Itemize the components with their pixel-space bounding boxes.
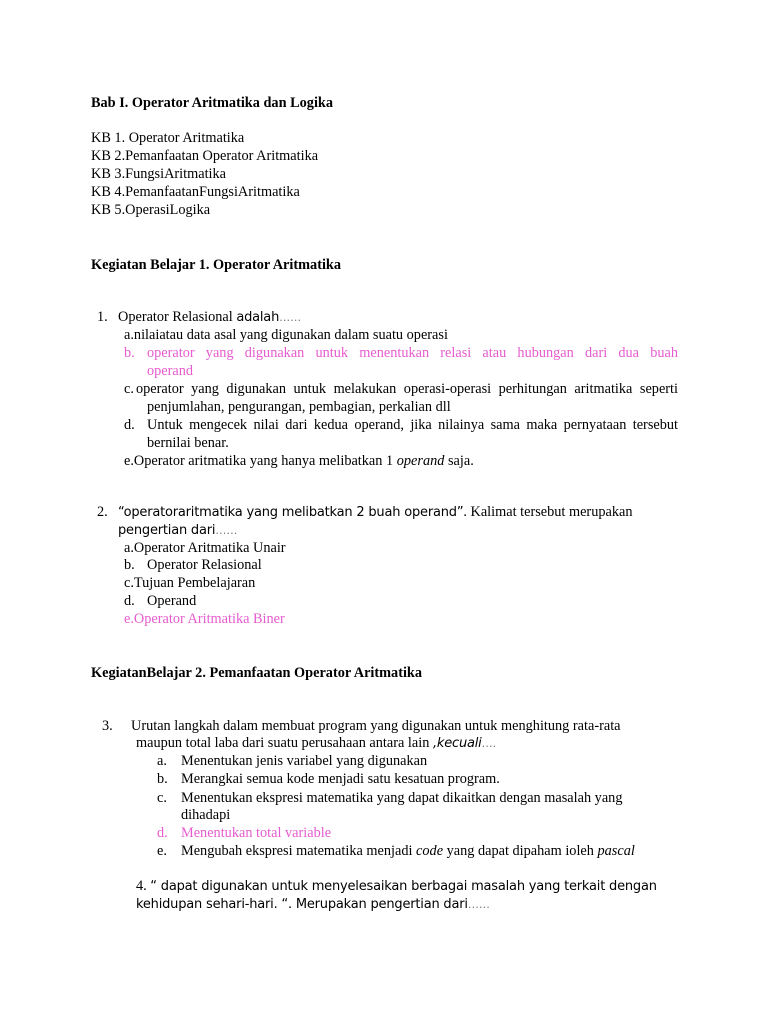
question-1-option-a: a.nilaiatau data asal yang digunakan dalam suatu operasi	[124, 327, 448, 343]
question-1-number: 1.	[97, 309, 108, 325]
section-heading-2: KegiatanBelajar 2. Pemanfaatan Operator Aritmatika	[91, 665, 423, 681]
question-3-option-c-line1: Menentukan ekspresi matematika yang dapat dikaitkan dengan masalah yang	[181, 790, 623, 806]
question-1-option-c-marker: c.	[124, 381, 134, 397]
question-2-option-d: Operand	[147, 593, 197, 609]
question-1-option-b-line2: operand	[147, 363, 194, 379]
question-3-option-a: Menentukan jenis variabel yang digunakan	[181, 753, 428, 769]
question-4-text-line1: 4. “ dapat digunakan untuk menyelesaikan berbagai masalah yang terkait dengan	[136, 878, 657, 894]
question-4-text-line2: kehidupan sehari-hari. “. Merupakan pengertian dari……	[136, 897, 490, 912]
question-3-option-e: Mengubah ekspresi matematika menjadi code yang dapat dipaham ioleh pascal	[181, 843, 635, 859]
question-2-text-line1: “operatoraritmatika yang melibatkan 2 buah operand”. Kalimat tersebut merupakan	[118, 504, 633, 520]
question-1-option-d-marker: d.	[124, 417, 135, 433]
question-1-option-b-line1: operator yang digunakan untuk menentukan relasi atau hubungan dari dua buah	[147, 345, 678, 361]
question-2-option-b: Operator Relasional	[147, 557, 262, 573]
question-3-option-a-marker: a.	[157, 753, 167, 769]
outline-item: KB 4.PemanfaatanFungsiAritmatika	[91, 184, 300, 200]
chapter-title: Bab I. Operator Aritmatika dan Logika	[91, 95, 334, 111]
question-3-option-d-marker: d.	[157, 825, 168, 841]
question-1-option-d-line1: Untuk mengecek nilai dari kedua operand, jika nilainya sama maka pernyataan tersebut	[147, 417, 678, 433]
question-1-option-b-marker: b.	[124, 345, 135, 361]
question-3-option-c-line2: dihadapi	[181, 807, 231, 823]
question-3-option-d: Menentukan total variable	[181, 825, 332, 841]
chapter-outline	[91, 129, 318, 219]
question-3-option-e-marker: e.	[157, 843, 167, 859]
question-1-option-d-line2: bernilai benar.	[147, 435, 229, 451]
question-1-text: Operator Relasional adalah……	[118, 309, 302, 325]
question-3-text-line2: maupun total laba dari suatu perusahaan antara lain ,kecuali….	[136, 735, 497, 751]
outline-item: KB 2.Pemanfaatan Operator Aritmatika	[91, 148, 319, 164]
outline-item: KB 5.OperasiLogika	[91, 202, 211, 218]
question-2-option-d-marker: d.	[124, 593, 135, 609]
section-heading-1: Kegiatan Belajar 1. Operator Aritmatika	[91, 257, 342, 273]
question-2-option-c: c.Tujuan Pembelajaran	[124, 575, 256, 591]
question-1-option-e: e.Operator aritmatika yang hanya melibatkan 1 operand saja.	[124, 453, 474, 469]
question-2-number: 2.	[97, 504, 108, 520]
question-3-option-b-marker: b.	[157, 771, 168, 787]
question-2-option-a: a.Operator Aritmatika Unair	[124, 540, 286, 556]
question-2-option-e: e.Operator Aritmatika Biner	[124, 611, 285, 627]
question-1-option-c-line2: penjumlahan, pengurangan, pembagian, perkalian dll	[147, 399, 451, 415]
outline-item: KB 1. Operator Aritmatika	[91, 130, 245, 146]
question-3-option-c-marker: c.	[157, 790, 167, 806]
question-1-option-c-line1: operator yang digunakan untuk melakukan operasi-operasi perhitungan aritmatika seperti	[136, 381, 678, 397]
question-2-text-line2: pengertian dari……	[118, 523, 238, 538]
question-2-option-b-marker: b.	[124, 557, 135, 573]
question-3-number: 3.	[102, 718, 113, 734]
question-3-text-line1: Urutan langkah dalam membuat program yang digunakan untuk menghitung rata-rata	[131, 718, 621, 734]
question-3-option-b: Merangkai semua kode menjadi satu kesatuan program.	[181, 771, 500, 787]
outline-item: KB 3.FungsiAritmatika	[91, 166, 227, 182]
